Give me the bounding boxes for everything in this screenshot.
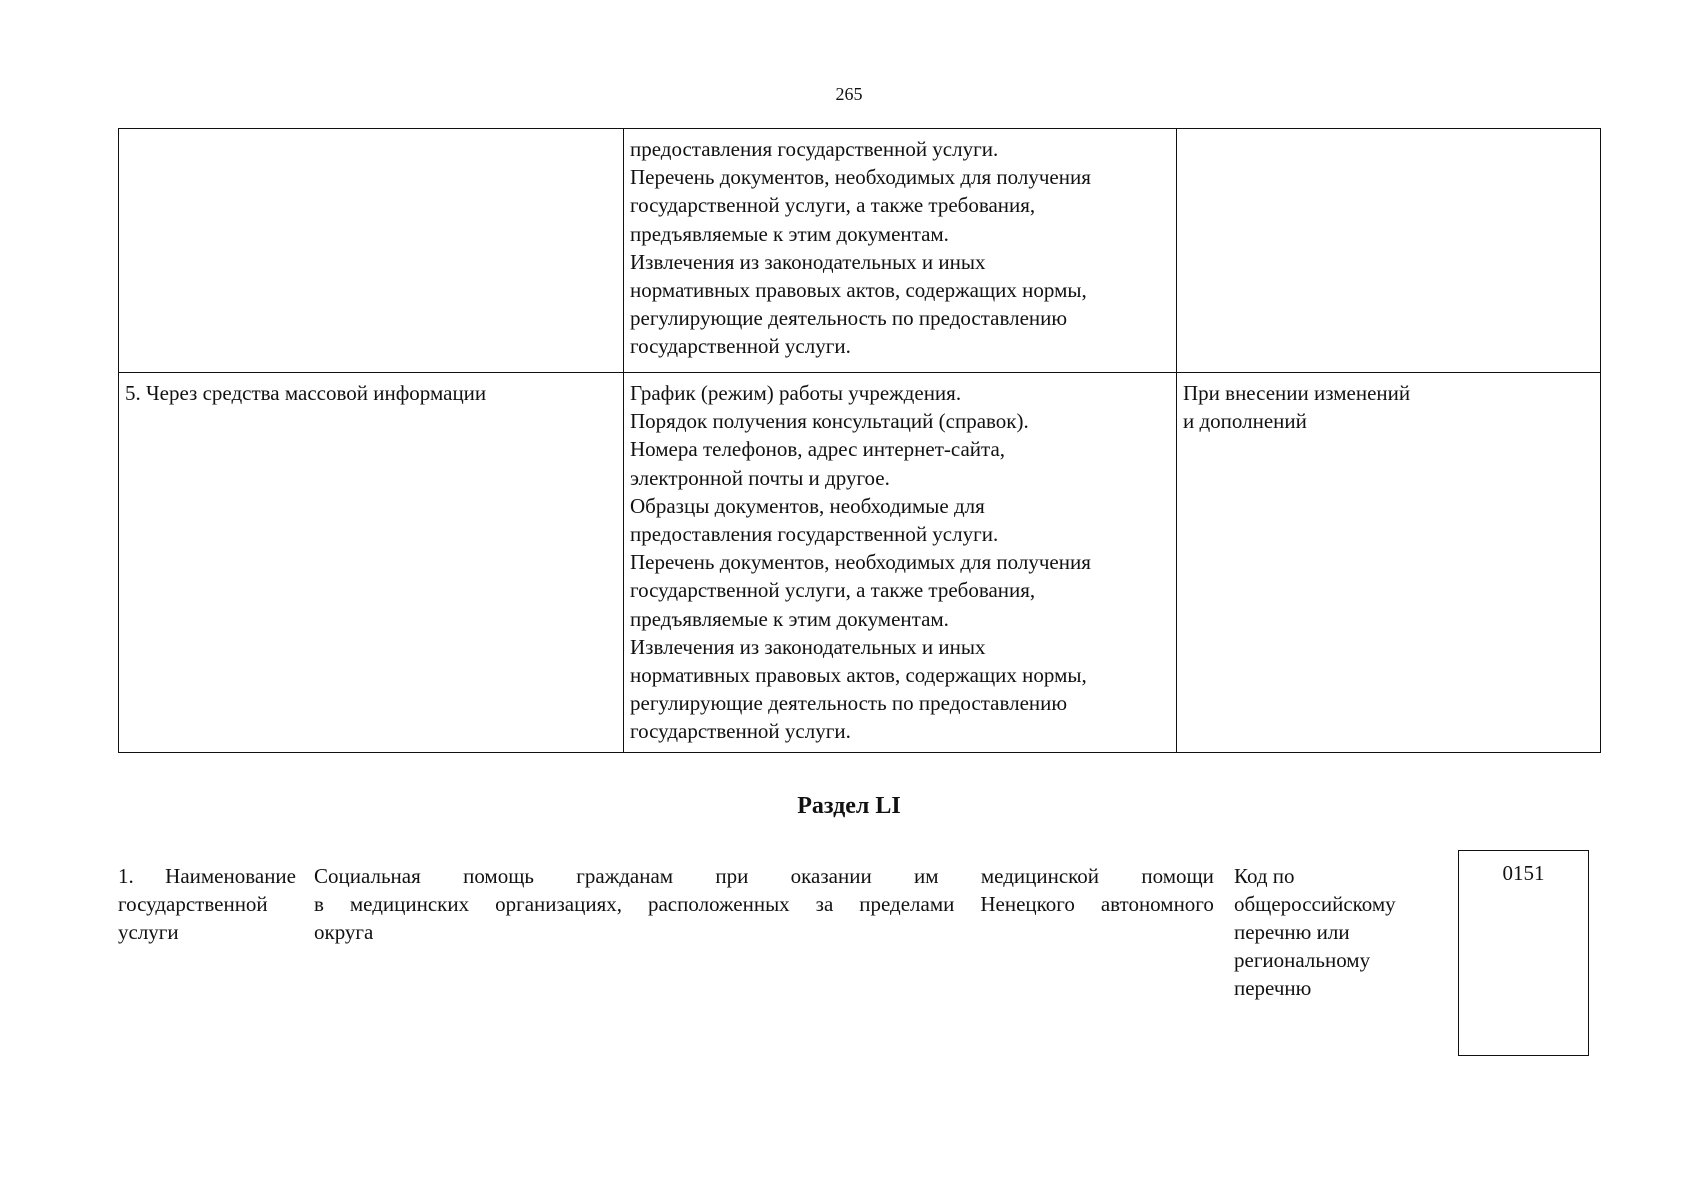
service-name-word: помощи [1141, 864, 1214, 888]
content-line: регулирующие деятельность по предоставлению [630, 306, 1068, 331]
content-cell [624, 129, 1177, 373]
content-line: Извлечения из законодательных и иных [630, 249, 986, 274]
content-cell [624, 373, 1177, 753]
content-line: электронной почты и другое. [630, 465, 890, 490]
info-table [118, 128, 1601, 753]
service-name-word: гражданам [576, 864, 674, 888]
content-line: Перечень документов, необходимых для получения [630, 550, 1091, 575]
content-line: нормативных правовых актов, содержащих нормы, [630, 663, 1087, 688]
label-word: 1. [118, 864, 134, 888]
frequency-line: При внесении изменений [1183, 381, 1411, 405]
content-line: регулирующие деятельность по предоставлению [630, 691, 1068, 716]
page-number: 265 [835, 84, 863, 104]
code-value: 0151 [1502, 861, 1545, 885]
service-item-label-line: государственной [118, 892, 268, 916]
code-label-line: перечню или [1234, 920, 1350, 944]
code-label-line: Код по [1234, 864, 1295, 888]
channel-cell [119, 129, 624, 373]
code-box [1458, 850, 1589, 1056]
content-line: предоставления государственной услуги. [630, 522, 999, 547]
service-item-label-line: услуги [118, 920, 179, 944]
service-name-word: медицинских [349, 892, 470, 916]
service-name-word: Социальная [314, 864, 421, 888]
service-name-word: пределами [859, 892, 955, 916]
content-line: Извлечения из законодательных и иных [630, 634, 986, 659]
service-name-line: округа [314, 920, 374, 944]
service-name-word: Ненецкого [980, 892, 1075, 916]
code-label-line: общероссийскому [1234, 892, 1396, 916]
service-item-label [118, 862, 298, 946]
channel-cell: 5. Через средства массовой информации [119, 373, 624, 753]
frequency-cell [1177, 373, 1601, 753]
service-name-word: организациях, [495, 892, 623, 916]
service-name-word: расположенных [647, 892, 790, 916]
service-name-line [314, 890, 1214, 918]
service-name [314, 862, 1214, 946]
content-line: Номера телефонов, адрес интернет-сайта, [630, 437, 1006, 462]
content-line: Порядок получения консультаций (справок). [630, 409, 1029, 434]
content-line: Перечень документов, необходимых для получения [630, 165, 1091, 190]
content-line: предоставления государственной услуги. [630, 137, 999, 161]
content-line: государственной услуги, а также требования, [630, 193, 1036, 218]
content-line: государственной услуги. [630, 719, 851, 744]
service-name-word: оказании [790, 864, 872, 888]
service-name-word: помощь [463, 864, 534, 888]
service-name-word: автономного [1100, 892, 1214, 916]
service-item-label-line [118, 862, 296, 890]
service-name-word: им [914, 864, 939, 888]
content-line: предъявляемые к этим документам. [630, 221, 949, 246]
code-label-line: региональному [1234, 948, 1371, 972]
content-line: государственной услуги. [630, 334, 851, 359]
section-title: Раздел LI [797, 793, 901, 819]
code-label [1234, 862, 1434, 1002]
table-row [119, 373, 1601, 753]
frequency-cell [1177, 129, 1601, 373]
service-name-word: за [815, 892, 834, 916]
frequency-line: и дополнений [1183, 409, 1307, 434]
content-line: Образцы документов, необходимые для [630, 493, 985, 518]
content-line: нормативных правовых актов, содержащих нормы, [630, 278, 1087, 303]
service-name-line [314, 862, 1214, 890]
label-word: Наименование [165, 864, 296, 888]
content-line: государственной услуги, а также требования, [630, 578, 1036, 603]
service-name-word: при [715, 864, 749, 888]
content-line: График (режим) работы учреждения. [630, 381, 962, 405]
content-line: предъявляемые к этим документам. [630, 606, 949, 631]
table-row [119, 129, 1601, 373]
code-label-line: перечню [1234, 976, 1312, 1000]
service-name-word: в [314, 892, 324, 916]
service-name-word: медицинской [980, 864, 1100, 888]
